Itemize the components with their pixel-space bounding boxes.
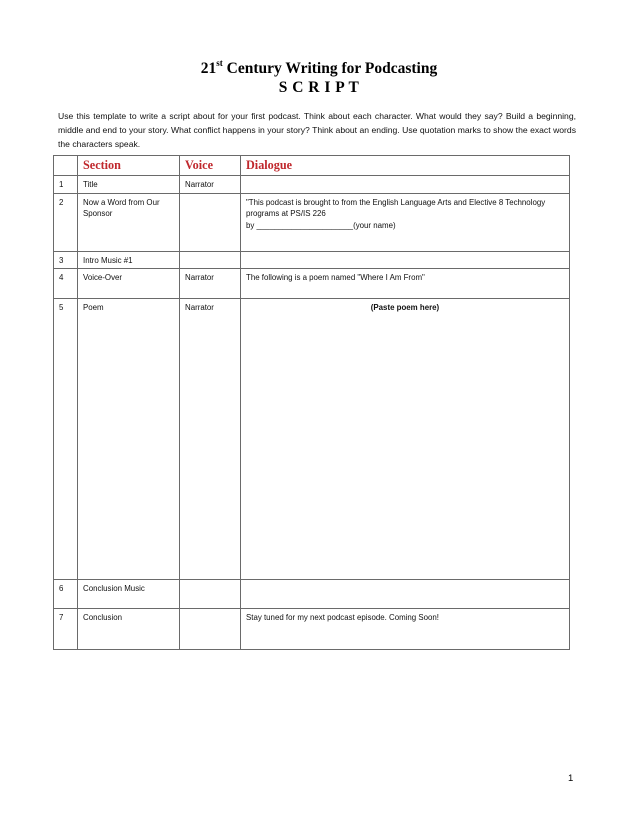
row-voice [180,580,241,609]
sponsor-text: "This podcast is brought to from the English Language Arts and Elective 8 Technology programs at PS/IS 226 [246,198,546,219]
title-superscript: st [216,58,223,68]
row-voice [180,194,241,252]
row-dialogue: The following is a poem named "Where I Am From" [241,269,570,299]
header-number [54,156,78,176]
table-header-row [54,156,570,176]
row-number: 2 [54,194,78,252]
title-number: 21 [200,60,217,77]
row-voice: Narrator [180,299,241,580]
header-voice: Voice [180,156,241,176]
row-dialogue [241,176,570,194]
row-voice [180,252,241,269]
row-section: Title [78,176,180,194]
row-voice: Narrator [180,269,241,299]
row-section: Now a Word from Our Sponsor [78,194,180,252]
table-row [54,580,570,609]
table-row [54,269,570,299]
table-row [54,299,570,580]
row-section: Conclusion [78,609,180,650]
row-dialogue: Stay tuned for my next podcast episode. Coming Soon! [241,609,570,650]
header-dialogue: Dialogue [241,156,570,176]
document-subtitle: S C R I P T [278,79,360,96]
row-section: Poem [78,299,180,580]
row-section: Conclusion Music [78,580,180,609]
title-text: Century Writing for Podcasting [222,60,438,77]
instructions-paragraph: Use this template to write a script about for your first podcast. Think about each character. What would they say? Build a beginning, middle and end to your story. What conflict happens in your story? Think about an ending. Use quotation marks to show the exact words the characters speak. [58,111,576,149]
table-row [54,609,570,650]
row-number: 1 [54,176,78,194]
row-number: 3 [54,252,78,269]
table-row [54,194,570,252]
row-number: 5 [54,299,78,580]
document-title [0,58,638,78]
row-dialogue [241,194,570,252]
row-section: Voice-Over [78,269,180,299]
sponsor-name-line: by ______________________(your name) [246,220,396,230]
script-table [53,155,570,650]
table-row [54,252,570,269]
row-dialogue [241,299,570,580]
row-voice: Narrator [180,176,241,194]
header-section: Section [78,156,180,176]
row-number: 6 [54,580,78,609]
table-row [54,176,570,194]
page-number: 1 [568,773,574,784]
row-dialogue [241,252,570,269]
paste-poem-placeholder: (Paste poem here) [370,303,440,313]
row-section: Intro Music #1 [78,252,180,269]
row-dialogue [241,580,570,609]
row-voice [180,609,241,650]
row-number: 4 [54,269,78,299]
row-number: 7 [54,609,78,650]
